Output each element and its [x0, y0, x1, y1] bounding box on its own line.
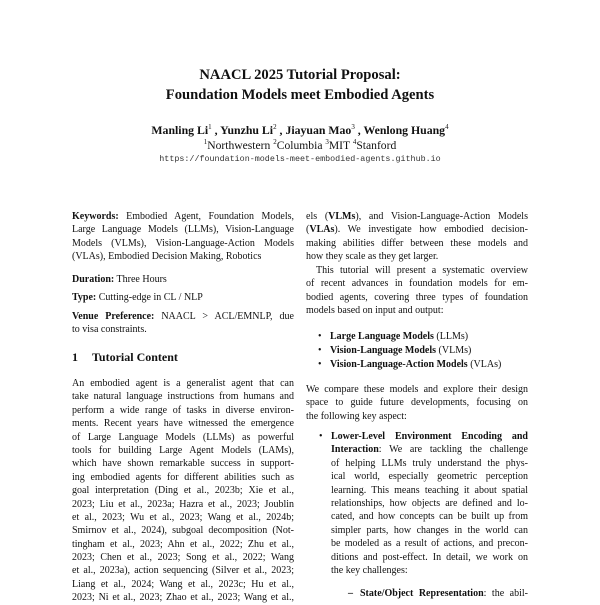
text-line — [72, 417, 294, 430]
text-line — [331, 564, 528, 577]
affiliation-mark: 1 — [203, 138, 208, 146]
text-line — [72, 250, 294, 263]
bold-text: VLAs — [309, 224, 335, 236]
text: (LLMs) — [433, 331, 469, 342]
separator: , — [354, 123, 364, 137]
text-line — [72, 564, 294, 577]
text: bodied agents, covering three types of foundation — [306, 291, 528, 303]
text-line — [72, 471, 294, 484]
model-type-list — [318, 330, 530, 372]
text: (VLAs), Embodied Decision Making, Robotics — [72, 251, 262, 263]
affiliation-name: Stanford — [356, 139, 397, 152]
text: take natural language instructions from humans and — [72, 391, 294, 403]
text-line — [72, 498, 294, 511]
text: Large Language Models (LLMs), Vision-Language — [72, 224, 294, 236]
title-line-2: Foundation Models meet Embodied Agents — [165, 87, 435, 103]
bullet-icon: • — [318, 331, 322, 342]
text: This tutorial will present a systematic overview — [316, 265, 528, 276]
text-line — [306, 210, 528, 223]
text: of recent advances in foundation models for em- — [306, 278, 528, 290]
bold-text: Lower-Level Environment Encoding and — [331, 431, 528, 442]
text: et al., 2023; Wu et al., 2023; Wang et al., 2024b; — [72, 511, 294, 523]
text: An embodied agent is a generalist agent that can — [72, 378, 294, 389]
dash-icon: – — [348, 588, 353, 599]
affiliation-name: MIT — [328, 139, 350, 152]
duration — [72, 273, 294, 286]
project-url[interactable]: https://foundation-models-meet-embodied-agents.github.io — [159, 154, 441, 164]
bullet-icon: • — [319, 431, 323, 442]
separator: , — [276, 123, 286, 137]
text-line — [331, 457, 528, 470]
text-line — [306, 291, 528, 304]
text-line — [72, 310, 294, 323]
text: making abilities differ between these models and — [306, 237, 528, 249]
bold-text: Keywords: — [72, 211, 119, 222]
text: cated, and how concepts can be built up from — [331, 511, 528, 523]
text-line — [306, 250, 528, 263]
text: of helping LLMs truly understand the phys- — [331, 457, 528, 469]
affiliation-mark: 4 — [352, 138, 357, 146]
affiliation-mark: 2 — [273, 138, 277, 146]
text: ditions and post-effect. In detail, we work on — [331, 551, 528, 563]
text-line — [72, 591, 294, 604]
text: 2023; Liu et al., 2023a; Hazra et al., 2023; Joublin — [72, 498, 294, 510]
paragraph-overview — [306, 264, 528, 318]
text-line — [318, 358, 530, 371]
affiliation-mark: 3 — [325, 138, 329, 146]
text-line — [306, 237, 528, 250]
author-affiliation-mark: 2 — [273, 123, 277, 131]
paper-title — [0, 65, 600, 105]
author-name: Manling Li — [151, 123, 209, 137]
bold-text: Venue Preference: — [72, 311, 155, 322]
text-line — [331, 551, 528, 564]
text: NAACL > ACL/EMNLP, due — [154, 311, 294, 322]
text: Cutting-edge in CL / NLP — [96, 292, 203, 303]
text: of Large Language Models (LLMs) as powerful — [72, 431, 294, 443]
type — [72, 291, 294, 304]
bold-text: Vision-Language Models — [330, 344, 437, 356]
text: We compare these models and explore their design — [306, 384, 528, 395]
venue-preference — [72, 310, 294, 337]
author-list — [0, 123, 600, 138]
section-heading — [72, 350, 294, 365]
text-line — [319, 430, 528, 443]
bold-text: VLMs — [328, 211, 356, 222]
text: perform a wide range of tasks in diverse environ- — [72, 404, 294, 416]
text-line — [331, 524, 528, 537]
text: the following key aspect: — [306, 410, 407, 422]
section-number: 1 — [72, 350, 78, 364]
text-line — [331, 510, 528, 523]
text: the key challenges: — [331, 564, 408, 576]
author-name: Wenlong Huang — [363, 123, 446, 137]
title-line-1: NAACL 2025 Tutorial Proposal: — [199, 67, 401, 83]
text: space to guide future developments, focusing on — [306, 397, 528, 409]
text-line — [72, 524, 294, 537]
paragraph-models — [306, 210, 528, 264]
aspect-list-item — [319, 430, 528, 577]
text-line — [331, 470, 528, 483]
author-affiliation-mark: 1 — [208, 123, 212, 131]
text-line — [72, 323, 294, 336]
text: ). We investigate how embodied decision- — [334, 224, 528, 236]
text-line — [72, 444, 294, 457]
text: 2023; Chen et al., 2023; Song et al., 2022; Wang — [72, 552, 294, 564]
bullet-icon: • — [318, 344, 322, 356]
text: Smirnov et al., 2024), subgoal decomposition (Not- — [72, 525, 294, 537]
text-line — [72, 511, 294, 524]
text: els ( — [306, 211, 329, 222]
author-affiliation-mark: 4 — [445, 123, 449, 131]
text-line — [72, 538, 294, 551]
text: learning. This means teaching it about spatial — [331, 484, 528, 496]
text: et al., 2023a), action sequencing (Silver et al., 2023; — [72, 565, 294, 577]
text-line — [331, 443, 528, 456]
bold-text: Vision-Language-Action Models — [330, 358, 468, 370]
text: to visa constraints. — [72, 324, 147, 336]
text-line — [72, 390, 294, 403]
text-line — [72, 578, 294, 591]
text: ( — [306, 224, 310, 236]
author-name: Jiayuan Mao — [285, 123, 352, 137]
intro-paragraph — [72, 377, 294, 605]
text-line — [306, 410, 528, 423]
affiliations — [0, 139, 600, 152]
separator: , — [211, 123, 221, 137]
bold-text: State/Object Representation — [360, 588, 484, 599]
text: Liang et al., 2024; Wang et al., 2023c; Hu et al., — [72, 578, 294, 590]
text: : the abil- — [483, 588, 528, 599]
text-line — [331, 497, 528, 510]
text-line — [72, 377, 294, 390]
section-title: Tutorial Content — [92, 350, 178, 364]
text-line — [72, 431, 294, 444]
text-line — [306, 396, 528, 409]
text-line — [331, 484, 528, 497]
text: Embodied Agent, Foundation Models, — [118, 211, 294, 222]
text-line — [306, 304, 528, 317]
text: tingham et al., 2023; Ahn et al., 2022; Zhu et al., — [72, 538, 294, 550]
bold-text: Duration: — [72, 274, 115, 285]
text-line — [318, 330, 530, 343]
text-line — [72, 291, 294, 304]
text: ments. Recent years have witnessed the emergence — [72, 418, 294, 430]
text: ), and Vision-Language-Action Models — [355, 211, 528, 222]
text: (VLMs) — [436, 344, 472, 356]
text-line — [306, 223, 528, 236]
text-line — [72, 551, 294, 564]
text: 2023; Ni et al., 2023; Zhao et al., 2023; Wang et al., — [72, 592, 294, 604]
text: ing embodied agents for different abilities such as — [72, 471, 294, 483]
text: Models (VLMs), Vision-Language-Action Models — [72, 237, 294, 249]
text: goal interpretation (Ding et al., 2023b; Xie et al., — [72, 485, 294, 497]
text-line — [318, 344, 530, 357]
text: which have shown remarkable success in support- — [72, 458, 294, 470]
text: tools for building Large Agent Models (LAMs), — [72, 444, 294, 456]
text: how they scale as they get larger. — [306, 251, 439, 263]
text-line — [72, 210, 294, 223]
text: ical world, especially geometric perception — [331, 471, 528, 483]
text-line — [72, 223, 294, 236]
paragraph-compare — [306, 383, 528, 423]
text-line — [306, 277, 528, 290]
text: simpler parts, how changes in the world can — [331, 524, 528, 536]
text-line — [331, 537, 528, 550]
text-line — [72, 404, 294, 417]
text: be modeled as a result of actions, and precon- — [331, 538, 528, 550]
bold-text: Type: — [72, 292, 97, 303]
text: (VLAs) — [467, 358, 502, 370]
affiliation-name: Columbia — [276, 139, 323, 152]
affiliation-name: Northwestern — [207, 139, 271, 152]
author-affiliation-mark: 3 — [351, 123, 355, 131]
text-line — [72, 484, 294, 497]
author-name: Yunzhu Li — [220, 123, 274, 137]
text: models based on input and output: — [306, 305, 444, 317]
bold-text: Interaction — [331, 444, 379, 456]
text: : We are tackling the challenge — [378, 444, 528, 456]
text-line — [348, 587, 528, 600]
text: relationships, how objects are defined and lo- — [331, 497, 528, 509]
challenge-list-item — [348, 587, 528, 600]
keywords — [72, 210, 294, 264]
text: Three Hours — [114, 274, 167, 285]
bold-text: Large Language Models — [330, 331, 434, 342]
text-line — [72, 273, 294, 286]
bullet-icon: • — [318, 358, 322, 370]
text-line — [72, 237, 294, 250]
text-line — [306, 383, 528, 396]
text-line — [72, 457, 294, 470]
text-line — [306, 264, 528, 277]
